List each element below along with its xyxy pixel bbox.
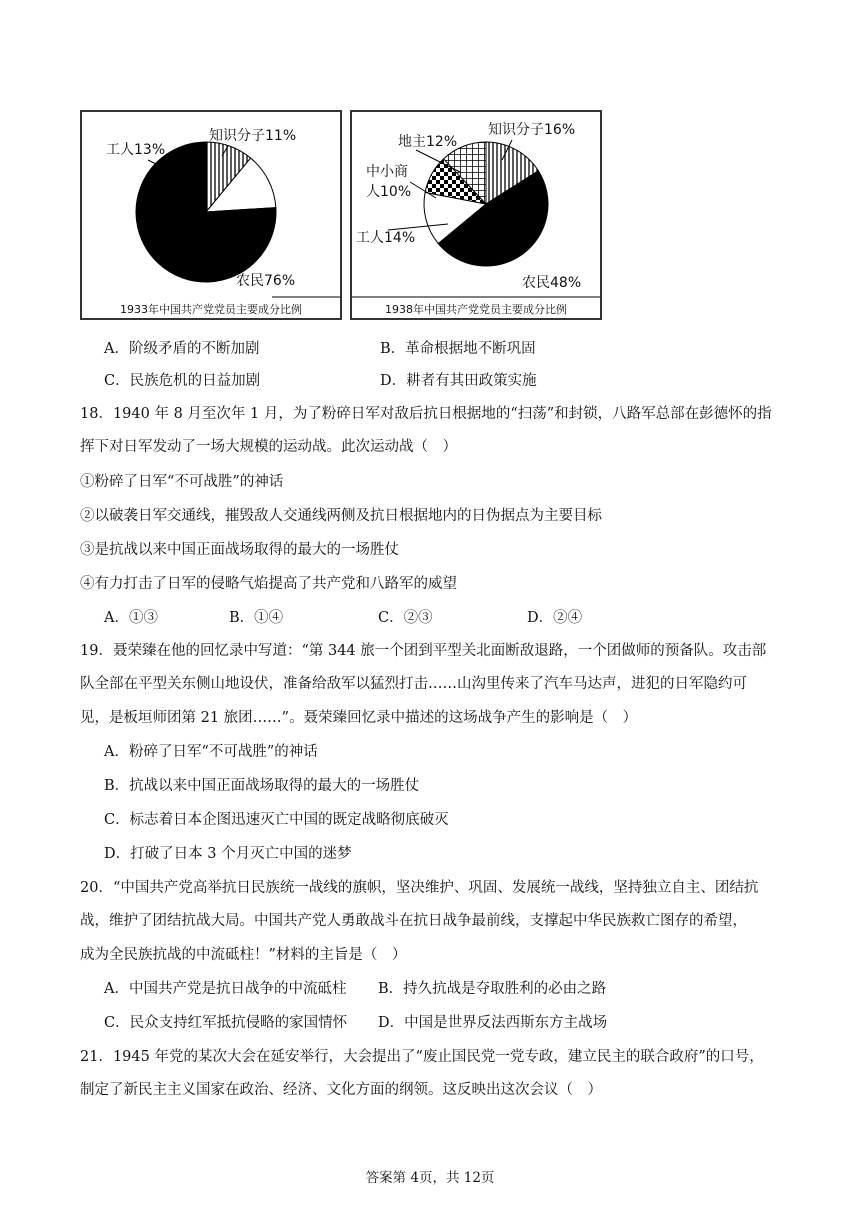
label-zhishi-1933: 知识分子11% (209, 128, 297, 144)
pie-charts-figure (80, 110, 604, 322)
label-gongren-1938: 工人14% (356, 230, 416, 246)
pie-chart-1938 (352, 112, 600, 318)
q20-stem-line-3: 成为全民族抗战的中流砥柱！”材料的主旨是（ ） (80, 947, 407, 963)
q19-stem-line-3: 见，是板垣师团第 21 旅团……”。聂荣臻回忆录中描述的这场战争产生的影响是（ ） (80, 710, 638, 726)
q18-item-1: ①粉碎了日军“不可战胜”的神话 (80, 474, 284, 490)
label-nongmin-1933: 农民76% (236, 273, 296, 289)
chart-1938 (350, 110, 602, 320)
page-footer: 答案第 4页，共 12页 (365, 1170, 495, 1186)
q17-option-d: D．耕者有其田政策实施 (380, 373, 537, 389)
label-zhishi-1938: 知识分子16% (488, 122, 576, 138)
q21-stem-line-2: 制定了新民主主义国家在政治、经济、文化方面的纲领。这反映出这次会议（ ） (80, 1082, 602, 1098)
q18-option-c: C．②③ (378, 610, 433, 626)
q20-stem-line-2: 战，维护了团结抗战大局。中国共产党人勇敢战斗在抗日战争最前线，支撑起中华民族救亡图存的希望， (80, 913, 747, 929)
label-zhongxiao-1938-line1: 中小商 (366, 164, 408, 180)
q19-option-d: D．打破了日本 3 个月灭亡中国的迷梦 (104, 846, 352, 862)
q17-option-a: A．阶级矛盾的不断加剧 (104, 341, 260, 357)
q20-option-c: C．民众支持红军抵抗侵略的家国情怀 (104, 1015, 348, 1031)
q19-stem-line-2: 队全部在平型关东侧山地设伏，准备给敌军以猛烈打击……山沟里传来了汽车马达声，进犯的日军隐约可 (80, 676, 747, 692)
q17-option-c: C．民族危机的日益加剧 (104, 373, 261, 389)
label-zhongxiao-1938-line2: 人10% (366, 184, 412, 200)
pie-chart-1933 (82, 112, 340, 318)
chart-title-1933: 1933年中国共产党党员主要成分比例 (120, 303, 302, 316)
q18-item-4: ④有力打击了日军的侵略气焰提高了共产党和八路军的威望 (80, 576, 457, 592)
chart-1933 (80, 110, 342, 320)
chart-title-1938: 1938年中国共产党党员主要成分比例 (385, 303, 567, 316)
q19-option-a: A．粉碎了日军“不可战胜”的神话 (104, 744, 318, 760)
q19-stem-line-1: 19．聂荣臻在他的回忆录中写道：“第 344 旅一个团到平型关北面断敌退路，一个团做师的预备队。攻击部 (80, 643, 767, 659)
label-nongmin-1938: 农民48% (522, 275, 582, 291)
q20-stem-line-1: 20．“中国共产党高举抗日民族统一战线的旗帜，坚决维护、巩固、发展统一战线，坚持独立自主、团结抗 (80, 880, 759, 896)
q20-option-a: A．中国共产党是抗日战争的中流砥柱 (104, 981, 347, 997)
label-dizhu-1938: 地主12% (398, 134, 458, 150)
q18-option-a: A．①③ (104, 610, 158, 626)
q18-stem-line-1: 18．1940 年 8 月至次年 1 月，为了粉碎日军对敌后抗日根据地的“扫荡”和封锁，八路军总部在彭德怀的指 (80, 406, 772, 422)
q21-stem-line-1: 21．1945 年党的某次大会在延安举行，大会提出了“废止国民党一党专政，建立民主的联合政府”的口号， (80, 1049, 764, 1065)
q20-option-d: D．中国是世界反法西斯东方主战场 (378, 1015, 608, 1031)
q19-option-c: C．标志着日本企图迅速灭亡中国的既定战略彻底破灭 (104, 812, 449, 828)
q18-option-d: D．②④ (527, 610, 583, 626)
q20-option-b: B．持久抗战是夺取胜利的必由之路 (378, 981, 607, 997)
q19-option-b: B．抗战以来中国正面战场取得的最大的一场胜仗 (104, 778, 420, 794)
q18-item-2: ②以破袭日军交通线，摧毁敌人交通线两侧及抗日根据地内的日伪据点为主要目标 (80, 508, 602, 524)
q18-item-3: ③是抗战以来中国正面战场取得的最大的一场胜仗 (80, 542, 399, 558)
label-gongren-1933: 工人13% (106, 142, 166, 158)
q17-option-b: B．革命根据地不断巩固 (380, 341, 536, 357)
q18-option-b: B．①④ (229, 610, 284, 626)
q18-stem-line-2: 挥下对日军发动了一场大规模的运动战。此次运动战（ ） (80, 439, 457, 455)
